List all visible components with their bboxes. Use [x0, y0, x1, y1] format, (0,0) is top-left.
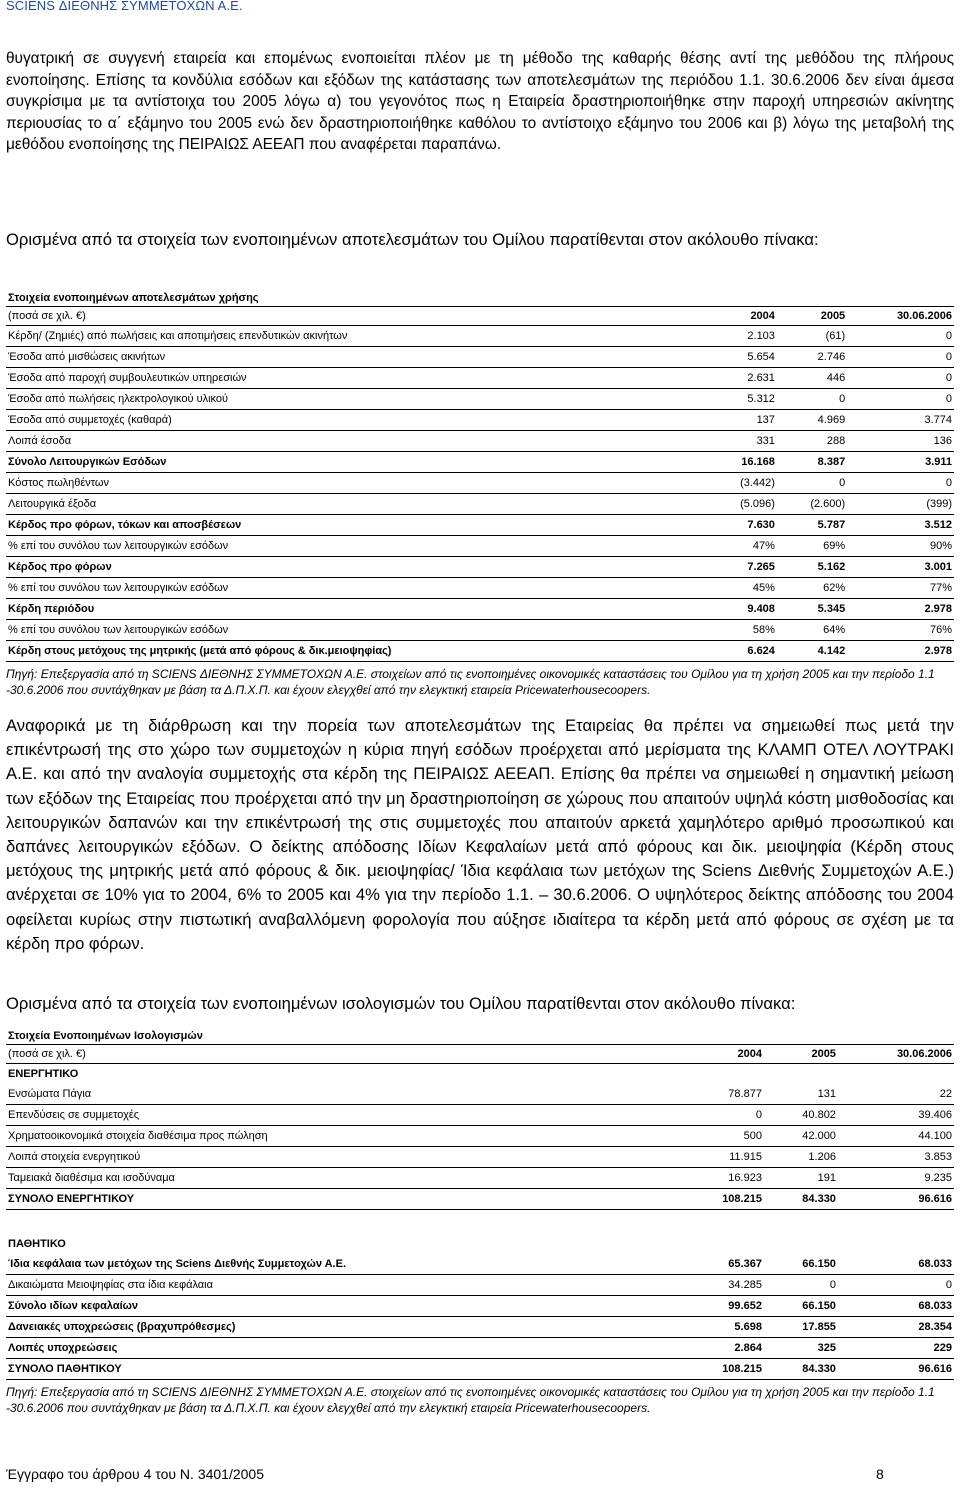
row-label: Κέρδος προ φόρων, τόκων και αποσβέσεων: [6, 515, 707, 536]
results-row: [6, 326, 954, 347]
value-2005: 8.387: [777, 452, 847, 473]
results-table-title: Στοιχεία ενοποιημένων αποτελεσμάτων χρήσης: [6, 290, 954, 307]
value-2005: 131: [764, 1084, 838, 1105]
col-2006: 30.06.2006: [838, 1045, 954, 1064]
results-row: [6, 368, 954, 389]
row-label: Έσοδα από συμμετοχές (καθαρά): [6, 410, 707, 431]
results-row: [6, 578, 954, 599]
liabilities-row: [6, 1317, 954, 1338]
value-2004: 2.103: [707, 326, 777, 347]
value-2005: 191: [764, 1168, 838, 1189]
value-2005: 69%: [777, 536, 847, 557]
value-2004: 47%: [707, 536, 777, 557]
assets-heading-row: [6, 1064, 954, 1085]
row-label: Κέρδη/ (Ζημιές) από πωλήσεις και αποτιμήσεις επενδυτικών ακινήτων: [6, 326, 707, 347]
row-label: Λοιπά έσοδα: [6, 431, 707, 452]
row-label: Κέρδος προ φόρων: [6, 557, 707, 578]
col-2005: 2005: [777, 307, 847, 326]
value-2005: 4.969: [777, 410, 847, 431]
balance-table-intro: Ορισμένα από τα στοιχεία των ενοποιημένων ισολογισμών του Ομίλου παρατίθενται στον ακόλουθο πίνακα:: [6, 994, 796, 1013]
balance-table-title-row: [6, 1028, 954, 1045]
results-row: [6, 494, 954, 515]
value-2005: 0: [777, 389, 847, 410]
row-label: Επενδύσεις σε συμμετοχές: [6, 1105, 678, 1126]
value-2004: 5.312: [707, 389, 777, 410]
results-row: [6, 452, 954, 473]
balance-source-note: Πηγή: Επεξεργασία από τη SCIENS ΔΙΕΘΝΗΣ ΣΥΜΜΕΤΟΧΩΝ Α.Ε. στοιχείων από τις ενοποιημένες οικονομικές καταστάσεις του Ομίλου για τη χρήση 2005 και την περίοδο 1.1 -30.6.2006 που συντάχθηκαν με βάση τα Δ.Π.Χ.Π. και έχουν ελεγχθεί από την ελεγκτική εταιρεία Pricewaterhousecoopers.: [6, 1385, 935, 1415]
value-2005: 446: [777, 368, 847, 389]
row-label: Χρηματοοικονομικά στοιχεία διαθέσιμα προς πώληση: [6, 1126, 678, 1147]
row-label: Έσοδα από μισθώσεις ακινήτων: [6, 347, 707, 368]
balance-table-header-row: [6, 1045, 954, 1064]
row-label: Λοιπά στοιχεία ενεργητικού: [6, 1147, 678, 1168]
value-2005: (2.600): [777, 494, 847, 515]
value-2006: 76%: [847, 620, 954, 641]
row-label: Ταμειακά διαθέσιμα και ισοδύναμα: [6, 1168, 678, 1189]
value-2006: 68.033: [838, 1296, 954, 1317]
value-2004: 16.923: [678, 1168, 764, 1189]
value-2006: 3.774: [847, 410, 954, 431]
value-2004: 78.877: [678, 1084, 764, 1105]
results-unit: (ποσά σε χιλ. €): [6, 307, 707, 326]
results-row: [6, 431, 954, 452]
row-label: Έσοδα από πωλήσεις ηλεκτρολογικού υλικού: [6, 389, 707, 410]
assets-row: [6, 1126, 954, 1147]
row-label: Λοιπές υποχρεώσεις: [6, 1338, 678, 1359]
paragraph-analysis: Αναφορικά με τη διάρθρωση και την πορεία των αποτελεσμάτων της Εταιρείας θα πρέπει να σημειωθεί πως μετά την επικέντρωσή της στο χώρο των συμμετοχών η κύρια πηγή εσόδων προέρχεται από μερίσματα της ΚΛΑΜΠ ΟΤΕΛ ΛΟΥΤΡΑΚΙ Α.Ε. και από την αναλογία συμμετοχής στα κέρδη της ΠΕΙΡΑΙΩΣ ΑΕΕΑΠ. Επίσης θα πρέπει να σημειωθεί η σημαντική μείωση των εξόδων της Εταιρείας που προέρχεται από την μη δραστηριοποίηση σε χώρους που απαιτούν υψηλά κόστη μισθοδοσίας και λειτουργικών δαπανών και την επικέντρωσή της στις συμμετοχές που απαιτούν αρκετά χαμηλότερο αριθμό προσωπικού και δαπάνες λειτουργικών εξόδων. Ο δείκτης απόδοσης Ιδίων Κεφαλαίων μετά από φόρους και δικ. μειοψηφία (Κέρδη στους μετόχους της μητρικής μετά από φόρους & δικ. μειοψηφίας/ Ίδια κεφάλαια των μετόχων της Sciens Διεθνής Συμμετοχών Α.Ε.) ανέρχεται σε 10% για το 2004, 6% το 2005 και 4% για την περίοδο 1.1. – 30.6.2006. Ο υψηλότερος δείκτης απόδοσης του 2004 οφείλεται κυρίως στην πιστωτική αναβαλλόμενη φορολογία που αύξησε ιδιαίτερα τα κέρδη μετά από φόρους σε σχέση με τα κέρδη προ φόρων.: [6, 716, 954, 953]
value-2006: 0: [838, 1275, 954, 1296]
assets-row: [6, 1168, 954, 1189]
assets-total-row: [6, 1189, 954, 1210]
value-2006: (399): [847, 494, 954, 515]
liabilities-row: [6, 1296, 954, 1317]
value-2004: 45%: [707, 578, 777, 599]
value-2005: 5.787: [777, 515, 847, 536]
value-2006: 22: [838, 1084, 954, 1105]
results-row: [6, 347, 954, 368]
row-label: Ενσώματα Πάγια: [6, 1084, 678, 1105]
value-2005: 62%: [777, 578, 847, 599]
results-row: [6, 473, 954, 494]
value-2005: 84.330: [764, 1359, 838, 1380]
value-2005: 288: [777, 431, 847, 452]
row-label: Σύνολο Λειτουργικών Εσόδων: [6, 452, 707, 473]
value-2005: 17.855: [764, 1317, 838, 1338]
results-row: [6, 515, 954, 536]
value-2006: 96.616: [838, 1359, 954, 1380]
row-label: % επί του συνόλου των λειτουργικών εσόδων: [6, 620, 707, 641]
results-row: [6, 536, 954, 557]
value-2006: 136: [847, 431, 954, 452]
value-2004: 11.915: [678, 1147, 764, 1168]
row-label: Δανειακές υποχρεώσεις (βραχυπρόθεσμες): [6, 1317, 678, 1338]
row-label: ΣΥΝΟΛΟ ΕΝΕΡΓΗΤΙΚΟΥ: [6, 1189, 678, 1210]
footer-document-ref: Έγγραφο του άρθρου 4 του Ν. 3401/2005: [6, 1466, 265, 1482]
page-number: 8: [876, 1466, 884, 1482]
value-2004: 16.168: [707, 452, 777, 473]
spacer-cell: [6, 1210, 954, 1235]
results-row: [6, 620, 954, 641]
value-2004: 65.367: [678, 1254, 764, 1275]
value-2006: 3.853: [838, 1147, 954, 1168]
value-2004: 5.654: [707, 347, 777, 368]
value-2004: 0: [678, 1105, 764, 1126]
value-2006: 0: [847, 347, 954, 368]
results-table-title-row: [6, 290, 954, 307]
value-2004: 99.652: [678, 1296, 764, 1317]
liabilities-row: [6, 1254, 954, 1275]
header-title: SCIENS ΔΙΕΘΝΗΣ ΣΥΜΜΕΤΟΧΩΝ Α.Ε.: [6, 0, 243, 13]
liabilities-heading: ΠΑΘΗΤΙΚΟ: [8, 1238, 66, 1250]
value-2004: 2.631: [707, 368, 777, 389]
value-2005: 4.142: [777, 641, 847, 662]
results-table: [6, 290, 954, 662]
value-2006: 68.033: [838, 1254, 954, 1275]
assets-row: [6, 1147, 954, 1168]
balance-unit: (ποσά σε χιλ. €): [6, 1045, 678, 1064]
value-2005: 66.150: [764, 1296, 838, 1317]
liabilities-total-row: [6, 1359, 954, 1380]
value-2006: 3.512: [847, 515, 954, 536]
results-row: [6, 557, 954, 578]
value-2006: 44.100: [838, 1126, 954, 1147]
row-label: % επί του συνόλου των λειτουργικών εσόδων: [6, 578, 707, 599]
row-label: Κέρδη στους μετόχους της μητρικής (μετά από φόρους & δικ.μειοψηφίας): [6, 641, 707, 662]
results-row: [6, 410, 954, 431]
results-table-header-row: [6, 307, 954, 326]
value-2004: 7.265: [707, 557, 777, 578]
value-2006: 0: [847, 368, 954, 389]
value-2006: 90%: [847, 536, 954, 557]
row-label: ΣΥΝΟΛΟ ΠΑΘΗΤΙΚΟΥ: [6, 1359, 678, 1380]
row-label: % επί του συνόλου των λειτουργικών εσόδων: [6, 536, 707, 557]
assets-row: [6, 1105, 954, 1126]
value-2005: 40.802: [764, 1105, 838, 1126]
results-row: [6, 599, 954, 620]
value-2004: 108.215: [678, 1359, 764, 1380]
value-2004: 9.408: [707, 599, 777, 620]
page-header: [0, 0, 960, 15]
value-2004: 58%: [707, 620, 777, 641]
value-2006: 9.235: [838, 1168, 954, 1189]
value-2006: 28.354: [838, 1317, 954, 1338]
liabilities-row: [6, 1338, 954, 1359]
col-2004: 2004: [707, 307, 777, 326]
value-2004: 108.215: [678, 1189, 764, 1210]
value-2006: 3.001: [847, 557, 954, 578]
value-2004: 7.630: [707, 515, 777, 536]
col-2006: 30.06.2006: [847, 307, 954, 326]
results-table-intro: Ορισμένα από τα στοιχεία των ενοποιημένων αποτελεσμάτων του Ομίλου παρατίθενται στον ακόλουθο πίνακα:: [6, 230, 819, 249]
assets-row: [6, 1084, 954, 1105]
results-row: [6, 389, 954, 410]
row-label: Σύνολο ιδίων κεφαλαίων: [6, 1296, 678, 1317]
liabilities-row: [6, 1275, 954, 1296]
value-2004: (5.096): [707, 494, 777, 515]
row-label: Έσοδα από παροχή συμβουλευτικών υπηρεσιών: [6, 368, 707, 389]
value-2004: (3.442): [707, 473, 777, 494]
value-2006: 0: [847, 389, 954, 410]
value-2005: 1.206: [764, 1147, 838, 1168]
value-2004: 500: [678, 1126, 764, 1147]
results-row: [6, 641, 954, 662]
value-2006: 0: [847, 326, 954, 347]
row-label: Ίδια κεφάλαια των μετόχων της Sciens Διεθνής Συμμετοχών Α.Ε.: [6, 1254, 678, 1275]
value-2005: 5.345: [777, 599, 847, 620]
value-2005: 0: [777, 473, 847, 494]
assets-heading: ΕΝΕΡΓΗΤΙΚΟ: [8, 1068, 79, 1080]
value-2004: 331: [707, 431, 777, 452]
col-2005: 2005: [764, 1045, 838, 1064]
value-2004: 5.698: [678, 1317, 764, 1338]
value-2006: 2.978: [847, 599, 954, 620]
value-2005: 84.330: [764, 1189, 838, 1210]
balance-table-title: Στοιχεία Ενοποιημένων Ισολογισμών: [6, 1028, 954, 1045]
row-label: Λειτουργικά έξοδα: [6, 494, 707, 515]
value-2004: 137: [707, 410, 777, 431]
value-2006: 39.406: [838, 1105, 954, 1126]
value-2005: 64%: [777, 620, 847, 641]
value-2006: 0: [847, 473, 954, 494]
spacer-row: [6, 1210, 954, 1235]
value-2006: 77%: [847, 578, 954, 599]
value-2006: 3.911: [847, 452, 954, 473]
value-2005: 5.162: [777, 557, 847, 578]
col-2004: 2004: [678, 1045, 764, 1064]
balance-table: [6, 1028, 954, 1380]
value-2005: 325: [764, 1338, 838, 1359]
row-label: Κόστος πωληθέντων: [6, 473, 707, 494]
value-2004: 6.624: [707, 641, 777, 662]
value-2006: 2.978: [847, 641, 954, 662]
value-2005: 0: [764, 1275, 838, 1296]
value-2005: 42.000: [764, 1126, 838, 1147]
value-2005: 2.746: [777, 347, 847, 368]
value-2006: 96.616: [838, 1189, 954, 1210]
value-2005: (61): [777, 326, 847, 347]
liabilities-heading-row: [6, 1234, 954, 1254]
results-source-note: Πηγή: Επεξεργασία από τη SCIENS ΔΙΕΘΝΗΣ ΣΥΜΜΕΤΟΧΩΝ Α.Ε. στοιχείων από τις ενοποιημένες οικονομικές καταστάσεις του Ομίλου για τη χρήση 2005 και την περίοδο 1.1 -30.6.2006 που συντάχθηκαν με βάση τα Δ.Π.Χ.Π. και έχουν ελεγχθεί από την ελεγκτική εταιρεία Pricewaterhousecoopers.: [6, 667, 935, 697]
value-2004: 2.864: [678, 1338, 764, 1359]
value-2004: 34.285: [678, 1275, 764, 1296]
value-2006: 229: [838, 1338, 954, 1359]
row-label: Κέρδη περιόδου: [6, 599, 707, 620]
value-2005: 66.150: [764, 1254, 838, 1275]
paragraph-intro: θυγατρική σε συγγενή εταιρεία και επομένως ενοποιείται πλέον με τη μέθοδο της καθαρής θέσης αντί της μεθόδου της πλήρους ενοποίησης. Επίσης τα κονδύλια εσόδων και εξόδων της κατάστασης των αποτελεσμάτων της περιόδου 1.1. 30.6.2006 δεν είναι άμεσα συγκρίσιμα με τα αντίστοιχα του 2005 λόγω α) του γεγονότος πως η Εταιρεία δραστηριοποιήθηκε στην παροχή υπηρεσιών ακίνητης περιουσίας το α΄ εξάμηνο του 2005 ενώ δεν δραστηριοποιήθηκε καθόλου το αντίστοιχο εξάμηνο του 2006 και β) λόγω της μεταβολή της μεθόδου ενοποίησης της ΠΕΙΡΑΙΩΣ ΑΕΕΑΠ που αναφέρεται παραπάνω.: [6, 50, 954, 154]
row-label: Δικαιώματα Μειοψηφίας στα ίδια κεφάλαια: [6, 1275, 678, 1296]
